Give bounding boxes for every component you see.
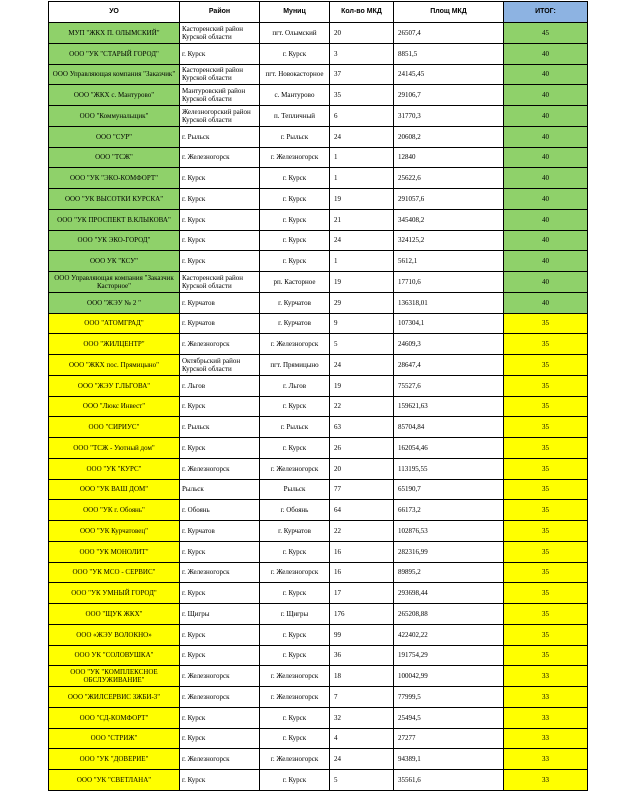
cell-kol: 16: [330, 541, 394, 562]
cell-itog: 35: [504, 479, 588, 500]
cell-itog: 35: [504, 417, 588, 438]
table-row: [49, 230, 588, 251]
cell-raion: г. Железногорск: [180, 458, 260, 479]
cell-uo: ООО "Люкс Инвест": [49, 396, 180, 417]
cell-raion: г. Курск: [180, 645, 260, 666]
cell-uo: ООО "УК г. Обоянь": [49, 500, 180, 521]
cell-ploshch: 26507,4: [394, 23, 504, 44]
cell-raion: г. Курск: [180, 396, 260, 417]
cell-kol: 6: [330, 106, 394, 127]
cell-uo: ООО "УК ВЫСОТКИ КУРСКА": [49, 189, 180, 210]
cell-uo: ООО "СД-КОМФОРТ": [49, 707, 180, 728]
table-row: [49, 770, 588, 791]
cell-kol: 16: [330, 562, 394, 583]
table-row: [49, 749, 588, 770]
cell-munic: с. Мантурово: [260, 85, 330, 106]
cell-kol: 22: [330, 521, 394, 542]
header-kol: Кол-во МКД: [330, 2, 394, 23]
cell-itog: 35: [504, 334, 588, 355]
table-row: [49, 500, 588, 521]
table-row: [49, 583, 588, 604]
cell-kol: 77: [330, 479, 394, 500]
cell-uo: ООО "ТСЖ - Уютный дом": [49, 438, 180, 459]
cell-kol: 3: [330, 43, 394, 64]
cell-itog: 35: [504, 562, 588, 583]
cell-ploshch: 85704,84: [394, 417, 504, 438]
cell-munic: пгт. Прямицыно: [260, 355, 330, 376]
cell-raion: г. Рыльск: [180, 126, 260, 147]
table-row: [49, 624, 588, 645]
table-row: [49, 666, 588, 687]
cell-ploshch: 12840: [394, 147, 504, 168]
cell-itog: 40: [504, 168, 588, 189]
cell-raion: г. Курск: [180, 707, 260, 728]
cell-itog: 40: [504, 147, 588, 168]
header-munic: Муниц: [260, 2, 330, 23]
cell-kol: 7: [330, 687, 394, 708]
cell-kol: 9: [330, 313, 394, 334]
cell-kol: 1: [330, 251, 394, 272]
cell-uo: ООО "АТОМГРАД": [49, 313, 180, 334]
cell-itog: 40: [504, 189, 588, 210]
cell-uo: ООО "УК ВАШ ДОМ": [49, 479, 180, 500]
cell-munic: г. Железногорск: [260, 666, 330, 687]
cell-ploshch: 8851,5: [394, 43, 504, 64]
cell-uo: ООО "ЖИЛЦЕНТР": [49, 334, 180, 355]
cell-raion: Мантуровский район Курской области: [180, 85, 260, 106]
cell-uo: ООО "СУР": [49, 126, 180, 147]
cell-raion: г. Курск: [180, 230, 260, 251]
cell-kol: 36: [330, 645, 394, 666]
cell-raion: г. Железногорск: [180, 666, 260, 687]
cell-munic: г. Курчатов: [260, 521, 330, 542]
cell-munic: г. Курск: [260, 770, 330, 791]
table-row: [49, 168, 588, 189]
cell-ploshch: 35561,6: [394, 770, 504, 791]
table-row: [49, 417, 588, 438]
cell-uo: ООО "УК ЭКО-ГОРОД": [49, 230, 180, 251]
cell-ploshch: 113195,55: [394, 458, 504, 479]
cell-itog: 40: [504, 43, 588, 64]
cell-uo: ООО УК "КСУ": [49, 251, 180, 272]
cell-ploshch: 66173,2: [394, 500, 504, 521]
cell-ploshch: 324125,2: [394, 230, 504, 251]
cell-itog: 40: [504, 272, 588, 293]
cell-uo: ООО Управляющая компания "Заказчик": [49, 64, 180, 85]
cell-itog: 33: [504, 770, 588, 791]
table-row: [49, 272, 588, 293]
cell-munic: г. Курск: [260, 168, 330, 189]
cell-munic: г. Курск: [260, 230, 330, 251]
table-header: [49, 2, 588, 23]
cell-ploshch: 136318,01: [394, 292, 504, 313]
cell-itog: 33: [504, 707, 588, 728]
cell-munic: г. Курск: [260, 583, 330, 604]
cell-itog: 40: [504, 230, 588, 251]
cell-raion: г. Курск: [180, 541, 260, 562]
cell-itog: 33: [504, 687, 588, 708]
cell-ploshch: 5612,1: [394, 251, 504, 272]
cell-raion: г. Курск: [180, 43, 260, 64]
cell-raion: г. Железногорск: [180, 749, 260, 770]
cell-raion: г. Курск: [180, 728, 260, 749]
table-row: [49, 604, 588, 625]
cell-ploshch: 422402,22: [394, 624, 504, 645]
cell-raion: г. Курск: [180, 209, 260, 230]
cell-munic: г. Курск: [260, 707, 330, 728]
cell-itog: 35: [504, 541, 588, 562]
table-row: [49, 645, 588, 666]
cell-kol: 176: [330, 604, 394, 625]
cell-ploshch: 65190,7: [394, 479, 504, 500]
cell-uo: ООО "ЩУК ЖКХ": [49, 604, 180, 625]
table-row: [49, 23, 588, 44]
cell-munic: г. Курск: [260, 396, 330, 417]
cell-raion: г. Курск: [180, 624, 260, 645]
cell-ploshch: 345408,2: [394, 209, 504, 230]
cell-kol: 19: [330, 272, 394, 293]
cell-munic: г. Железногорск: [260, 749, 330, 770]
table-row: [49, 707, 588, 728]
cell-ploshch: 282316,99: [394, 541, 504, 562]
cell-kol: 63: [330, 417, 394, 438]
table-row: [49, 438, 588, 459]
cell-uo: ООО "Коммунальщик": [49, 106, 180, 127]
cell-ploshch: 28647,4: [394, 355, 504, 376]
cell-uo: ООО "СИРИУС": [49, 417, 180, 438]
table-row: [49, 106, 588, 127]
cell-ploshch: 24609,3: [394, 334, 504, 355]
table-row: [49, 541, 588, 562]
cell-munic: г. Курск: [260, 209, 330, 230]
cell-ploshch: 159621,63: [394, 396, 504, 417]
cell-kol: 18: [330, 666, 394, 687]
cell-raion: г. Льгов: [180, 375, 260, 396]
cell-itog: 35: [504, 583, 588, 604]
cell-munic: рп. Касторное: [260, 272, 330, 293]
table-row: [49, 313, 588, 334]
table-row: [49, 521, 588, 542]
cell-munic: г. Рыльск: [260, 417, 330, 438]
cell-itog: 40: [504, 85, 588, 106]
cell-itog: 45: [504, 23, 588, 44]
cell-munic: пгт. Новокасторное: [260, 64, 330, 85]
table-row: [49, 375, 588, 396]
table-body: [49, 23, 588, 791]
cell-uo: ООО Управляющая компания "Заказчик Касторное": [49, 272, 180, 293]
cell-itog: 40: [504, 292, 588, 313]
cell-itog: 35: [504, 355, 588, 376]
header-itog: ИТОГ:: [504, 2, 588, 23]
cell-kol: 32: [330, 707, 394, 728]
cell-raion: г. Курск: [180, 770, 260, 791]
cell-raion: г. Курск: [180, 168, 260, 189]
table-row: [49, 85, 588, 106]
cell-itog: 33: [504, 749, 588, 770]
cell-uo: ООО "ЖЭУ Г.ЛЬГОВА": [49, 375, 180, 396]
cell-ploshch: 94389,1: [394, 749, 504, 770]
cell-kol: 64: [330, 500, 394, 521]
cell-ploshch: 27277: [394, 728, 504, 749]
table-row: [49, 64, 588, 85]
cell-raion: Железногорский район Курской области: [180, 106, 260, 127]
table-row: [49, 292, 588, 313]
cell-raion: г. Железногорск: [180, 562, 260, 583]
cell-uo: ООО "ЖКХ с. Мантурово": [49, 85, 180, 106]
cell-ploshch: 17710,6: [394, 272, 504, 293]
cell-raion: г. Курчатов: [180, 292, 260, 313]
table-row: [49, 147, 588, 168]
cell-ploshch: 25494,5: [394, 707, 504, 728]
cell-kol: 5: [330, 334, 394, 355]
cell-ploshch: 107304,1: [394, 313, 504, 334]
cell-raion: г. Щигры: [180, 604, 260, 625]
cell-itog: 35: [504, 604, 588, 625]
cell-uo: ООО "УК "КУРС": [49, 458, 180, 479]
cell-kol: 4: [330, 728, 394, 749]
cell-raion: г. Железногорск: [180, 687, 260, 708]
cell-munic: г. Курск: [260, 728, 330, 749]
cell-raion: Октябрьский район Курской области: [180, 355, 260, 376]
cell-uo: ООО "УК ПРОСПЕКТ В.КЛЫКОВА": [49, 209, 180, 230]
cell-kol: 20: [330, 458, 394, 479]
table-row: [49, 251, 588, 272]
cell-ploshch: 162054,46: [394, 438, 504, 459]
cell-kol: 24: [330, 749, 394, 770]
cell-uo: ООО "ЖКХ пос. Прямицыно": [49, 355, 180, 376]
header-raion: Район: [180, 2, 260, 23]
cell-kol: 99: [330, 624, 394, 645]
cell-ploshch: 265208,88: [394, 604, 504, 625]
cell-munic: г. Щигры: [260, 604, 330, 625]
cell-itog: 40: [504, 251, 588, 272]
cell-uo: МУП "ЖКХ П. ОЛЫМСКИЙ": [49, 23, 180, 44]
cell-uo: ООО "УК "ЭКО-КОМФОРТ": [49, 168, 180, 189]
cell-raion: г. Курчатов: [180, 521, 260, 542]
table-row: [49, 396, 588, 417]
cell-munic: г. Железногорск: [260, 562, 330, 583]
cell-kol: 26: [330, 438, 394, 459]
cell-munic: г. Курск: [260, 251, 330, 272]
cell-munic: г. Курчатов: [260, 313, 330, 334]
cell-munic: пгт. Олымский: [260, 23, 330, 44]
cell-uo: ООО УК "СОЛОВУШКА": [49, 645, 180, 666]
cell-kol: 24: [330, 355, 394, 376]
cell-uo: ООО "ТСЖ": [49, 147, 180, 168]
cell-uo: ООО "СТРИЖ": [49, 728, 180, 749]
cell-ploshch: 29106,7: [394, 85, 504, 106]
cell-munic: г. Курск: [260, 645, 330, 666]
cell-munic: г. Курск: [260, 624, 330, 645]
cell-munic: г. Железногорск: [260, 334, 330, 355]
cell-ploshch: 75527,6: [394, 375, 504, 396]
cell-ploshch: 31770,3: [394, 106, 504, 127]
cell-raion: г. Курск: [180, 438, 260, 459]
table-row: [49, 479, 588, 500]
table-row: [49, 334, 588, 355]
cell-itog: 33: [504, 666, 588, 687]
cell-munic: г. Курск: [260, 438, 330, 459]
cell-kol: 19: [330, 375, 394, 396]
cell-itog: 35: [504, 521, 588, 542]
cell-itog: 40: [504, 209, 588, 230]
cell-uo: ООО "УК Курчатовец": [49, 521, 180, 542]
cell-kol: 5: [330, 770, 394, 791]
cell-kol: 29: [330, 292, 394, 313]
cell-uo: ООО "УК УМНЫЙ ГОРОД": [49, 583, 180, 604]
cell-raion: г. Обоянь: [180, 500, 260, 521]
cell-ploshch: 20608,2: [394, 126, 504, 147]
cell-uo: ООО «ЖЭУ ВОЛОКНО»: [49, 624, 180, 645]
cell-ploshch: 89895,2: [394, 562, 504, 583]
cell-ploshch: 24145,45: [394, 64, 504, 85]
cell-itog: 40: [504, 106, 588, 127]
cell-munic: п. Тепличный: [260, 106, 330, 127]
table-row: [49, 562, 588, 583]
cell-ploshch: 293698,44: [394, 583, 504, 604]
cell-munic: г. Железногорск: [260, 687, 330, 708]
table-row: [49, 687, 588, 708]
cell-raion: Рыльск: [180, 479, 260, 500]
header-ploshch: Площ МКД: [394, 2, 504, 23]
cell-kol: 37: [330, 64, 394, 85]
cell-raion: г. Железногорск: [180, 147, 260, 168]
table-row: [49, 458, 588, 479]
table-row: [49, 728, 588, 749]
cell-raion: г. Курчатов: [180, 313, 260, 334]
cell-itog: 35: [504, 313, 588, 334]
cell-munic: г. Железногорск: [260, 147, 330, 168]
cell-itog: 35: [504, 624, 588, 645]
cell-itog: 35: [504, 438, 588, 459]
cell-itog: 40: [504, 64, 588, 85]
table-row: [49, 126, 588, 147]
cell-munic: г. Льгов: [260, 375, 330, 396]
cell-kol: 20: [330, 23, 394, 44]
cell-kol: 24: [330, 230, 394, 251]
cell-kol: 19: [330, 189, 394, 210]
cell-itog: 33: [504, 728, 588, 749]
cell-munic: г. Курск: [260, 189, 330, 210]
cell-raion: г. Курск: [180, 583, 260, 604]
cell-ploshch: 291057,6: [394, 189, 504, 210]
cell-uo: ООО "УК "КОМПЛЕКСНОЕ ОБСЛУЖИВАНИЕ": [49, 666, 180, 687]
cell-munic: г. Курск: [260, 541, 330, 562]
cell-itog: 35: [504, 375, 588, 396]
table-row: [49, 43, 588, 64]
cell-raion: Касторенский район Курской области: [180, 23, 260, 44]
header-uo: УО: [49, 2, 180, 23]
cell-raion: г. Железногорск: [180, 334, 260, 355]
cell-raion: Касторенский район Курской области: [180, 64, 260, 85]
cell-itog: 35: [504, 645, 588, 666]
cell-uo: ООО "ЖИЛСЕРВИС ЗЖБИ-3": [49, 687, 180, 708]
cell-itog: 35: [504, 458, 588, 479]
cell-itog: 35: [504, 500, 588, 521]
cell-ploshch: 77999,5: [394, 687, 504, 708]
cell-kol: 1: [330, 168, 394, 189]
cell-raion: г. Рыльск: [180, 417, 260, 438]
cell-raion: г. Курск: [180, 189, 260, 210]
cell-munic: г. Курчатов: [260, 292, 330, 313]
cell-ploshch: 25622,6: [394, 168, 504, 189]
cell-kol: 24: [330, 126, 394, 147]
cell-uo: ООО "УК "ДОВЕРИЕ": [49, 749, 180, 770]
cell-uo: ООО "УК МОНОЛИТ": [49, 541, 180, 562]
cell-kol: 22: [330, 396, 394, 417]
cell-kol: 35: [330, 85, 394, 106]
table-row: [49, 355, 588, 376]
cell-munic: г. Рыльск: [260, 126, 330, 147]
table-row: [49, 189, 588, 210]
cell-kol: 21: [330, 209, 394, 230]
cell-munic: Рыльск: [260, 479, 330, 500]
cell-uo: ООО "УК МСО - СЕРВИС": [49, 562, 180, 583]
cell-ploshch: 100042,99: [394, 666, 504, 687]
cell-ploshch: 191754,29: [394, 645, 504, 666]
cell-uo: ООО "ЖЭУ № 2 ": [49, 292, 180, 313]
cell-raion: Касторенский район Курской области: [180, 272, 260, 293]
cell-uo: ООО "УК "СТАРЫЙ ГОРОД": [49, 43, 180, 64]
cell-kol: 1: [330, 147, 394, 168]
cell-munic: г. Обоянь: [260, 500, 330, 521]
cell-itog: 35: [504, 396, 588, 417]
cell-kol: 17: [330, 583, 394, 604]
cell-munic: г. Курск: [260, 43, 330, 64]
cell-raion: г. Курск: [180, 251, 260, 272]
rating-table: [48, 1, 588, 791]
cell-itog: 40: [504, 126, 588, 147]
table-row: [49, 209, 588, 230]
cell-uo: ООО "УК "СВЕТЛАНА": [49, 770, 180, 791]
cell-ploshch: 102876,53: [394, 521, 504, 542]
cell-munic: г. Железногорск: [260, 458, 330, 479]
